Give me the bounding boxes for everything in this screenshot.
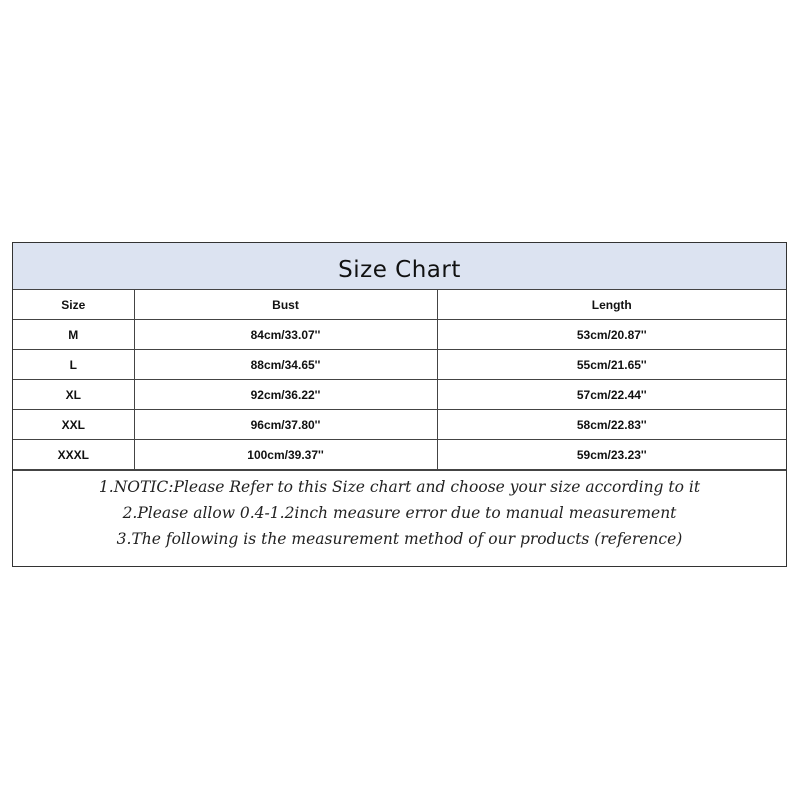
table-row (13, 380, 786, 410)
table-row (13, 410, 786, 440)
note-line: 2.Please allow 0.4-1.2inch measure error due to manual measurement (122, 504, 677, 522)
notes (13, 470, 786, 552)
cell-length: 53cm/20.87'' (437, 320, 786, 350)
note-line: 3.The following is the measurement method of our products (reference) (116, 530, 683, 548)
cell-bust: 88cm/34.65'' (134, 350, 437, 380)
table-row (13, 350, 786, 380)
note-line: 1.NOTIC:Please Refer to this Size chart and choose your size according to it (98, 478, 701, 496)
cell-size: L (13, 350, 134, 380)
table-header-row (13, 290, 786, 320)
cell-length: 59cm/23.23'' (437, 440, 786, 470)
cell-length: 58cm/22.83'' (437, 410, 786, 440)
cell-size: XXXL (13, 440, 134, 470)
cell-bust: 92cm/36.22'' (134, 380, 437, 410)
table-row (13, 320, 786, 350)
table-row (13, 440, 786, 470)
cell-size: XL (13, 380, 134, 410)
cell-bust: 100cm/39.37'' (134, 440, 437, 470)
size-chart (12, 242, 787, 567)
cell-size: M (13, 320, 134, 350)
cell-bust: 96cm/37.80'' (134, 410, 437, 440)
header-bust: Bust (134, 290, 437, 320)
cell-length: 57cm/22.44'' (437, 380, 786, 410)
header-size: Size (13, 290, 134, 320)
title-bar (13, 243, 786, 290)
size-table (13, 290, 786, 470)
cell-size: XXL (13, 410, 134, 440)
cell-length: 55cm/21.65'' (437, 350, 786, 380)
chart-title: Size Chart (338, 257, 461, 283)
cell-bust: 84cm/33.07'' (134, 320, 437, 350)
header-length: Length (437, 290, 786, 320)
